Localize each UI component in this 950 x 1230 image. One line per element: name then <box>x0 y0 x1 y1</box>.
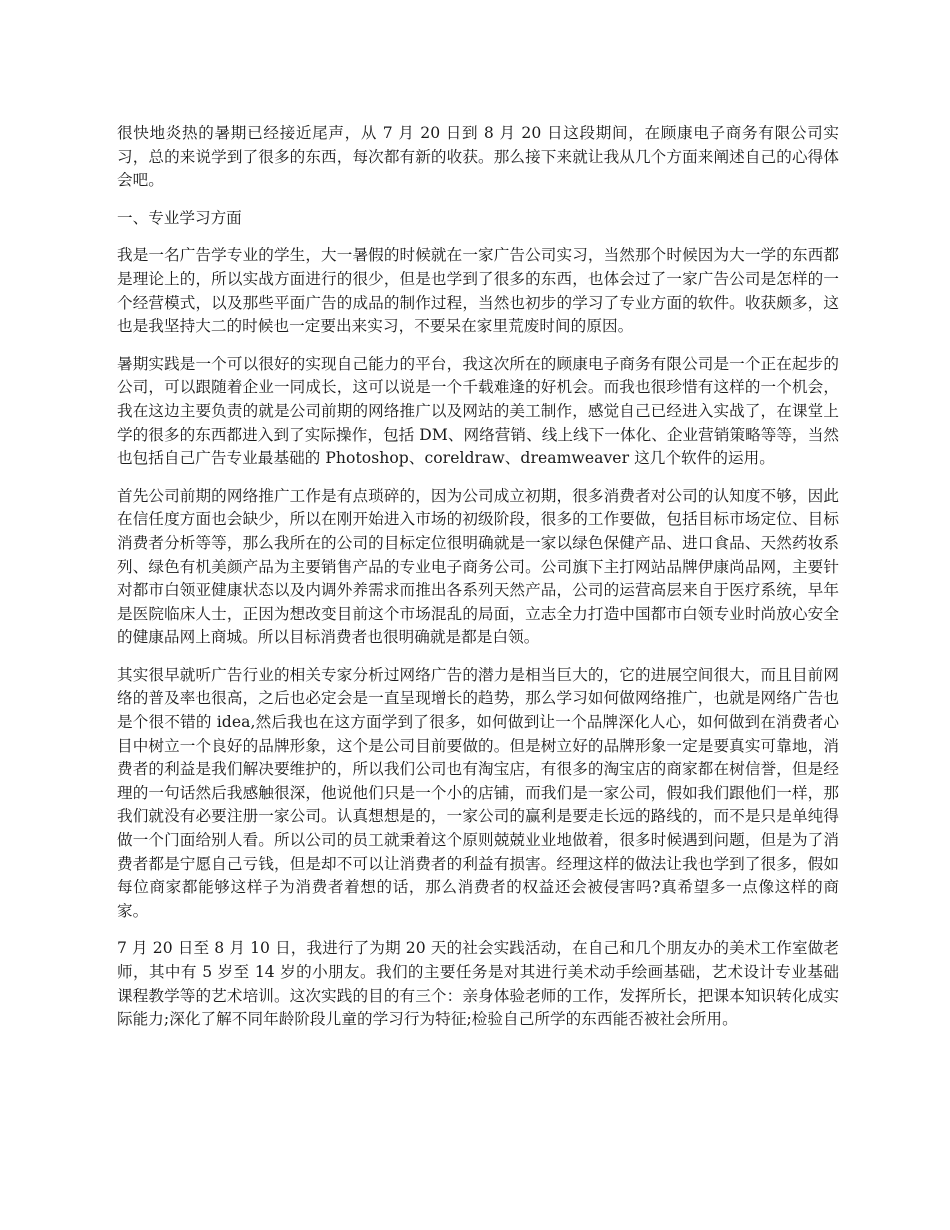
section-heading-professional-study: 一、专业学习方面 <box>117 208 242 227</box>
paragraph-advertising-background: 我是一名广告学专业的学生，大一暑假的时候就在一家广告公司实习，当然那个时候因为大一学的东西都是理论上的，所以实战方面进行的很少，但是也学到了很多的东西，也体会过了一家广告公司是怎样的一个经营模式，以及那些平面广告的成品的制作过程，当然也初步的学习了专业方面的软件。收获颇多，这也是我坚持大二的时候也一定要出来实习，不要呆在家里荒废时间的原因。 <box>117 246 839 336</box>
paragraph-online-advertising: 其实很早就听广告行业的相关专家分析过网络广告的潜力是相当巨大的，它的进展空间很大，而且目前网络的普及率也很高，之后也必定会是一直呈现增长的趋势，那么学习如何做网络推广，也就是网络广告也是个很不错的 idea,然后我也在这方面学到了很多，如何做到让一个品牌深化人心，如何做到在消费者心目中树立一个良好的品牌形象，这个是公司目前要做的。但是树立好的品牌形象一定是要真实可靠地，消费者的利益是我们解决要维护的，所以我们公司也有淘宝店，有很多的淘宝店的商家都在树信誉，但是经理的一句话然后我感触很深，他说他们只是一个小的店铺，而我们是一家公司，假如我们跟他们一样，那我们就没有必要注册一家公司。认真想想是的，一家公司的赢利是要走长远的路线的，而不是只是单纯得做一个门面给别人看。所以公司的员工就秉着这个原则兢兢业业地做着，很多时候遇到问题，但是为了消费者都是宁愿自己亏钱，但是却不可以让消费者的利益有损害。经理这样的做法让我也学到了很多，假如每位商家都能够这样子为消费者着想的话，那么消费者的权益还会被侵害吗?真希望多一点像这样的商家。 <box>117 665 839 920</box>
paragraph-network-promotion: 首先公司前期的网络推广工作是有点琐碎的，因为公司成立初期，很多消费者对公司的认知度不够，因此在信任度方面也会缺少，所以在刚开始进入市场的初级阶段，很多的工作要做，包括目标市场定位、目标消费者分析等等，那么我所在的公司的目标定位很明确就是一家以绿色保健产品、进口食品、天然药妆系列、绿色有机美颜产品为主要销售产品的专业电子商务公司。公司旗下主打网站品牌伊康尚品网，主要针对都市白领亚健康状态以及内调外养需求而推出各系列天然产品，公司的运营高层来自于医疗系统，早年是医院临床人士，正因为想改变目前这个市场混乱的局面，立志全力打造中国都市白领专业时尚放心安全的健康品网上商城。所以目标消费者也很明确就是都是白领。 <box>117 486 839 647</box>
intro-paragraph: 很快地炎热的暑期已经接近尾声，从 7 月 20 日到 8 月 20 日这段期间，在顾康电子商务有限公司实习，总的来说学到了很多的东西，每次都有新的收获。那么接下来就让我从几个方面来阐述自己的心得体会吧。 <box>117 124 839 190</box>
paragraph-internship-platform: 暑期实践是一个可以很好的实现自己能力的平台，我这次所在的顾康电子商务有限公司是一个正在起步的公司，可以跟随着企业一同成长，这可以说是一个千载难逢的好机会。而我也很珍惜有这样的一个机会，我在这边主要负责的就是公司前期的网络推广以及网站的美工制作，感觉自己已经进入实战了，在课堂上学的很多的东西都进入到了实际操作，包括 DM、网络营销、线上线下一体化、企业营销策略等等，当然也包括自己广告专业最基础的 Photoshop、coreldraw、dreamweaver 这几个软件的运用。 <box>117 354 839 468</box>
paragraph-art-studio-practice: 7 月 20 日至 8 月 10 日，我进行了为期 20 天的社会实践活动，在自己和几个朋友办的美术工作室做老师，其中有 5 岁至 14 岁的小朋友。我们的主要任务是对其进行美术动手绘画基础，艺术设计专业基础课程教学等的艺术培训。这次实践的目的有三个：亲身体验老师的工作，发挥所长，把课本知识转化成实际能力;深化了解不同年龄阶段儿童的学习行为特征;检验自己所学的东西能否被社会所用。 <box>117 939 839 1029</box>
document-body <box>117 122 839 1046</box>
